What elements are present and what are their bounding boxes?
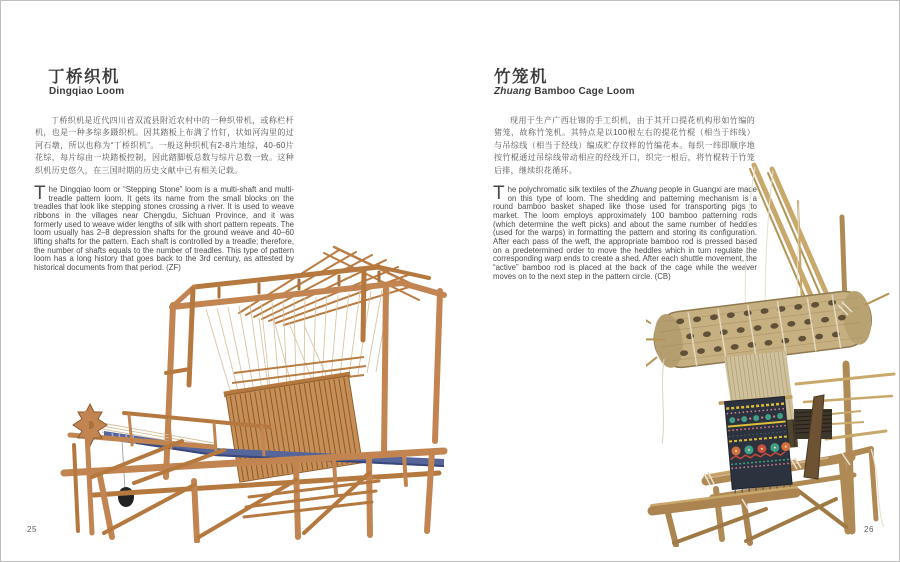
right-paragraph-english-text-1: he polychromatic silk textiles of the bbox=[507, 185, 631, 194]
right-paragraph-italic-word: Zhuang bbox=[630, 185, 657, 194]
dingqiao-loom-photo bbox=[34, 245, 449, 543]
right-title-rest: Bamboo Cage Loom bbox=[531, 86, 635, 97]
right-dropcap: T bbox=[493, 183, 505, 204]
left-page-number: 25 bbox=[27, 525, 37, 534]
right-page-title-chinese: 竹笼机 bbox=[494, 68, 548, 86]
loose-cord-left bbox=[662, 359, 664, 444]
left-page-title-chinese: 丁桥织机 bbox=[48, 68, 120, 86]
canopy-frame bbox=[172, 267, 444, 307]
left-dropcap: T bbox=[34, 183, 46, 204]
left-paragraph-english-text: he Dingqiao loom or “Stepping Stone” loom is a multi-shaft and multi-treadle pattern loom. It gets its name from the small blocks on the treadles that look like stepping stones crossing a river. It is used to weave ribbons in the villages near Chengdu, Sichuan Province, and it was formerly used to weave wider lengths of silk with short pattern repeats. The loom usually has 2–8 depression shafts for the ground weave and 40–60 lifting shafts for the pattern. Each shaft is controlled by a treadle; therefore, the number of shafts equals to the number of treadles. This type of pattern loom has a long history that goes back to the 3rd century, as attested by historical documents from that period. (ZF) bbox=[34, 185, 294, 272]
left-paragraph-chinese: 丁桥织机是近代四川省双流县附近农村中的一种织带机，或称栏杆机，也是一种多综多蹑织机。因其踏板上布满了竹钉，状如河沟里的过河石墩，所以也称为“丁桥织机”。一般这种织机有2-8片地综，40-60片花综，每片综由一块踏板控制，因此踏脚板总数与综片总数一致。这种织机历史悠久，在三国时期的历史文献中已有相关记载。 bbox=[35, 116, 294, 175]
right-title-italic-part: Zhuang bbox=[494, 86, 532, 97]
right-paragraph-english-text-2: people in Guangxi are made on this type of loom. The shedding and patterning mechanism is a round bamboo basket shaped like those used for transporting pigs to market. The loom employs approximately 100 bamboo patterning rods (which determine the weft picks) and about the same number of heddles (used for the warps) in formatting the pattern and storing its configuration. After each pass of the weft, the appropriate bamboo rod is pressed based on a predetermined order to move the heddles which in turn regulate the corresponding warp ends to create a shed. After each shuttle movement, the “active” bamboo rod is placed at the back of the cage while the weaver moves on to the next step in the pattern circle. (CB) bbox=[493, 185, 757, 281]
right-paragraph-chinese: 现用于生产广西壮锦的手工织机，由于其开口提花机构形如竹编的猪笼，故称竹笼机。其特点是以100根左右的提花竹棍（相当于纬线）与吊综线（相当于经线）编成贮存纹样的竹编花本。每织一纬即顺序地按竹棍通过吊综线带动相应的经线开口，织完一根后，将竹棍转于竹笼后排，继续织花循环。 bbox=[494, 116, 755, 175]
right-page-title-english bbox=[494, 86, 635, 97]
weight-stone bbox=[118, 487, 134, 507]
right-page-number: 26 bbox=[864, 525, 874, 534]
left-page-title-english: Dingqiao Loom bbox=[49, 86, 125, 97]
bamboo-cage-loom-photo bbox=[646, 159, 896, 547]
